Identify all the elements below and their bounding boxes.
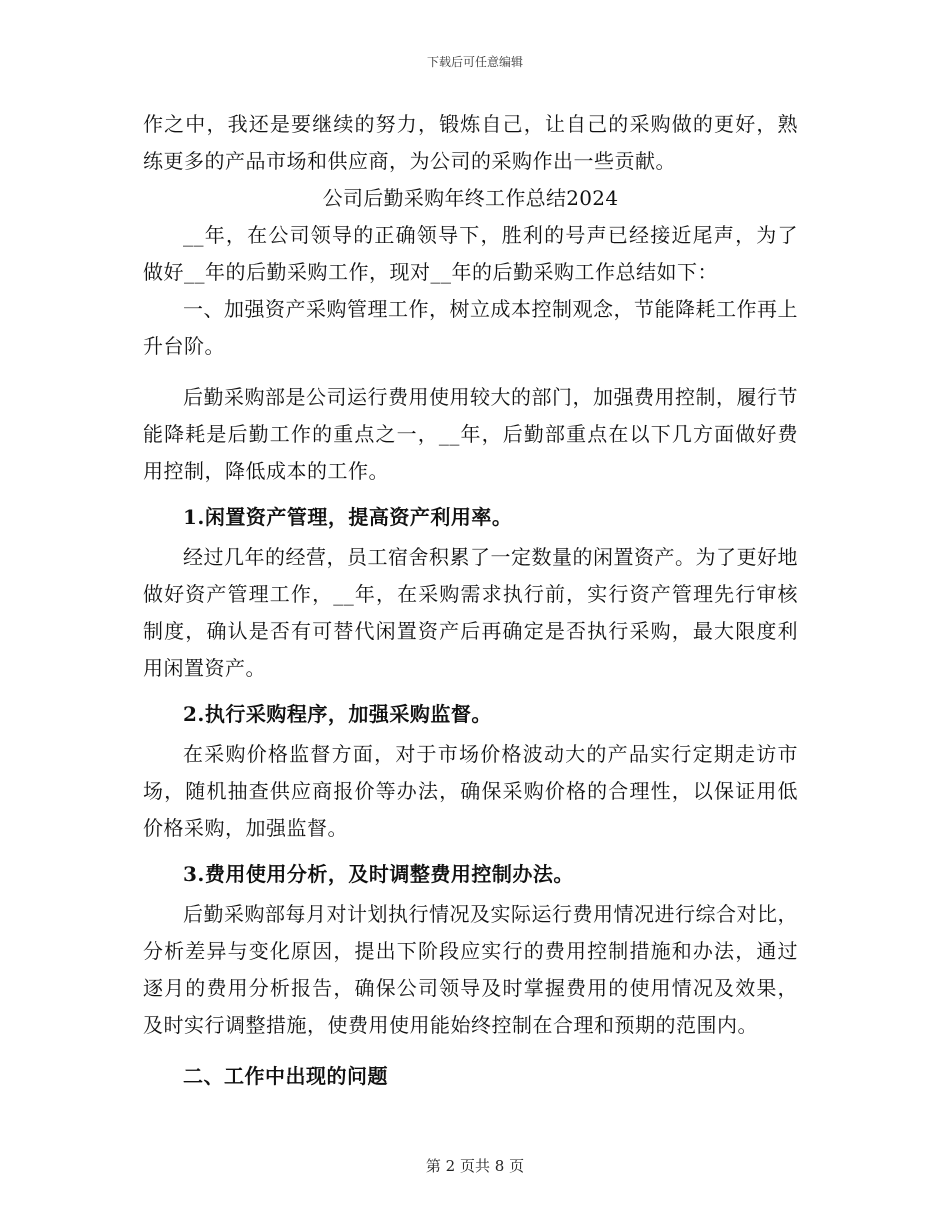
page-header: 下载后可任意编辑: [426, 55, 523, 69]
heading-one: 一、加强资产采购管理工作，树立成本控制观念，节能降耗工作再上升台阶。: [143, 297, 798, 358]
intro-paragraph: __年，在公司领导的正确领导下，胜利的号声已经接近尾声，为了做好__年的后勤采购工作，现对__年的后勤采购工作总结如下：: [143, 223, 798, 284]
subheading-cost-analysis: 3.费用使用分析，及时调整费用控制办法。: [183, 862, 574, 886]
paragraph-continuation: 作之中，我还是要继续的努力，锻炼自己，让自己的采购做的更好，熟练更多的产品市场和供应商，为公司的采购作出一些贡献。: [143, 112, 798, 173]
document-body: [143, 106, 798, 1095]
page-footer: 第 2 页共 8 页: [425, 1157, 525, 1175]
paragraph-cost-analysis: 后勤采购部每月对计划执行情况及实际运行费用情况进行综合对比，分析差异与变化原因，提出下阶段应实行的费用控制措施和办法，通过逐月的费用分析报告，确保公司领导及时掌握费用的使用情况及效果，及时实行调整措施，使费用使用能始终控制在合理和预期的范围内。: [143, 902, 798, 1037]
section-title: 公司后勤采购年终工作总结2024: [322, 186, 619, 210]
paragraph-cost-control: 后勤采购部是公司运行费用使用较大的部门，加强费用控制，履行节能降耗是后勤工作的重点之一，__年，后勤部重点在以下几方面做好费用控制，降低成本的工作。: [143, 385, 798, 483]
paragraph-procurement-procedure: 在采购价格监督方面，对于市场价格波动大的产品实行定期走访市场，随机抽查供应商报价等办法，确保采购价格的合理性，以保证用低价格采购，加强监督。: [143, 742, 798, 840]
subheading-procurement-procedure: 2.执行采购程序，加强采购监督。: [183, 702, 492, 726]
subheading-idle-assets: 1.闲置资产管理，提高资产利用率。: [183, 505, 513, 529]
heading-two: 二、工作中出现的问题: [183, 1064, 388, 1088]
paragraph-idle-assets: 经过几年的经营，员工宿舍积累了一定数量的闲置资产。为了更好地做好资产管理工作，__年，在采购需求执行前，实行资产管理先行审核制度，确认是否有可替代闲置资产后再确定是否执行采购，最大限度利用闲置资产。: [143, 545, 798, 680]
